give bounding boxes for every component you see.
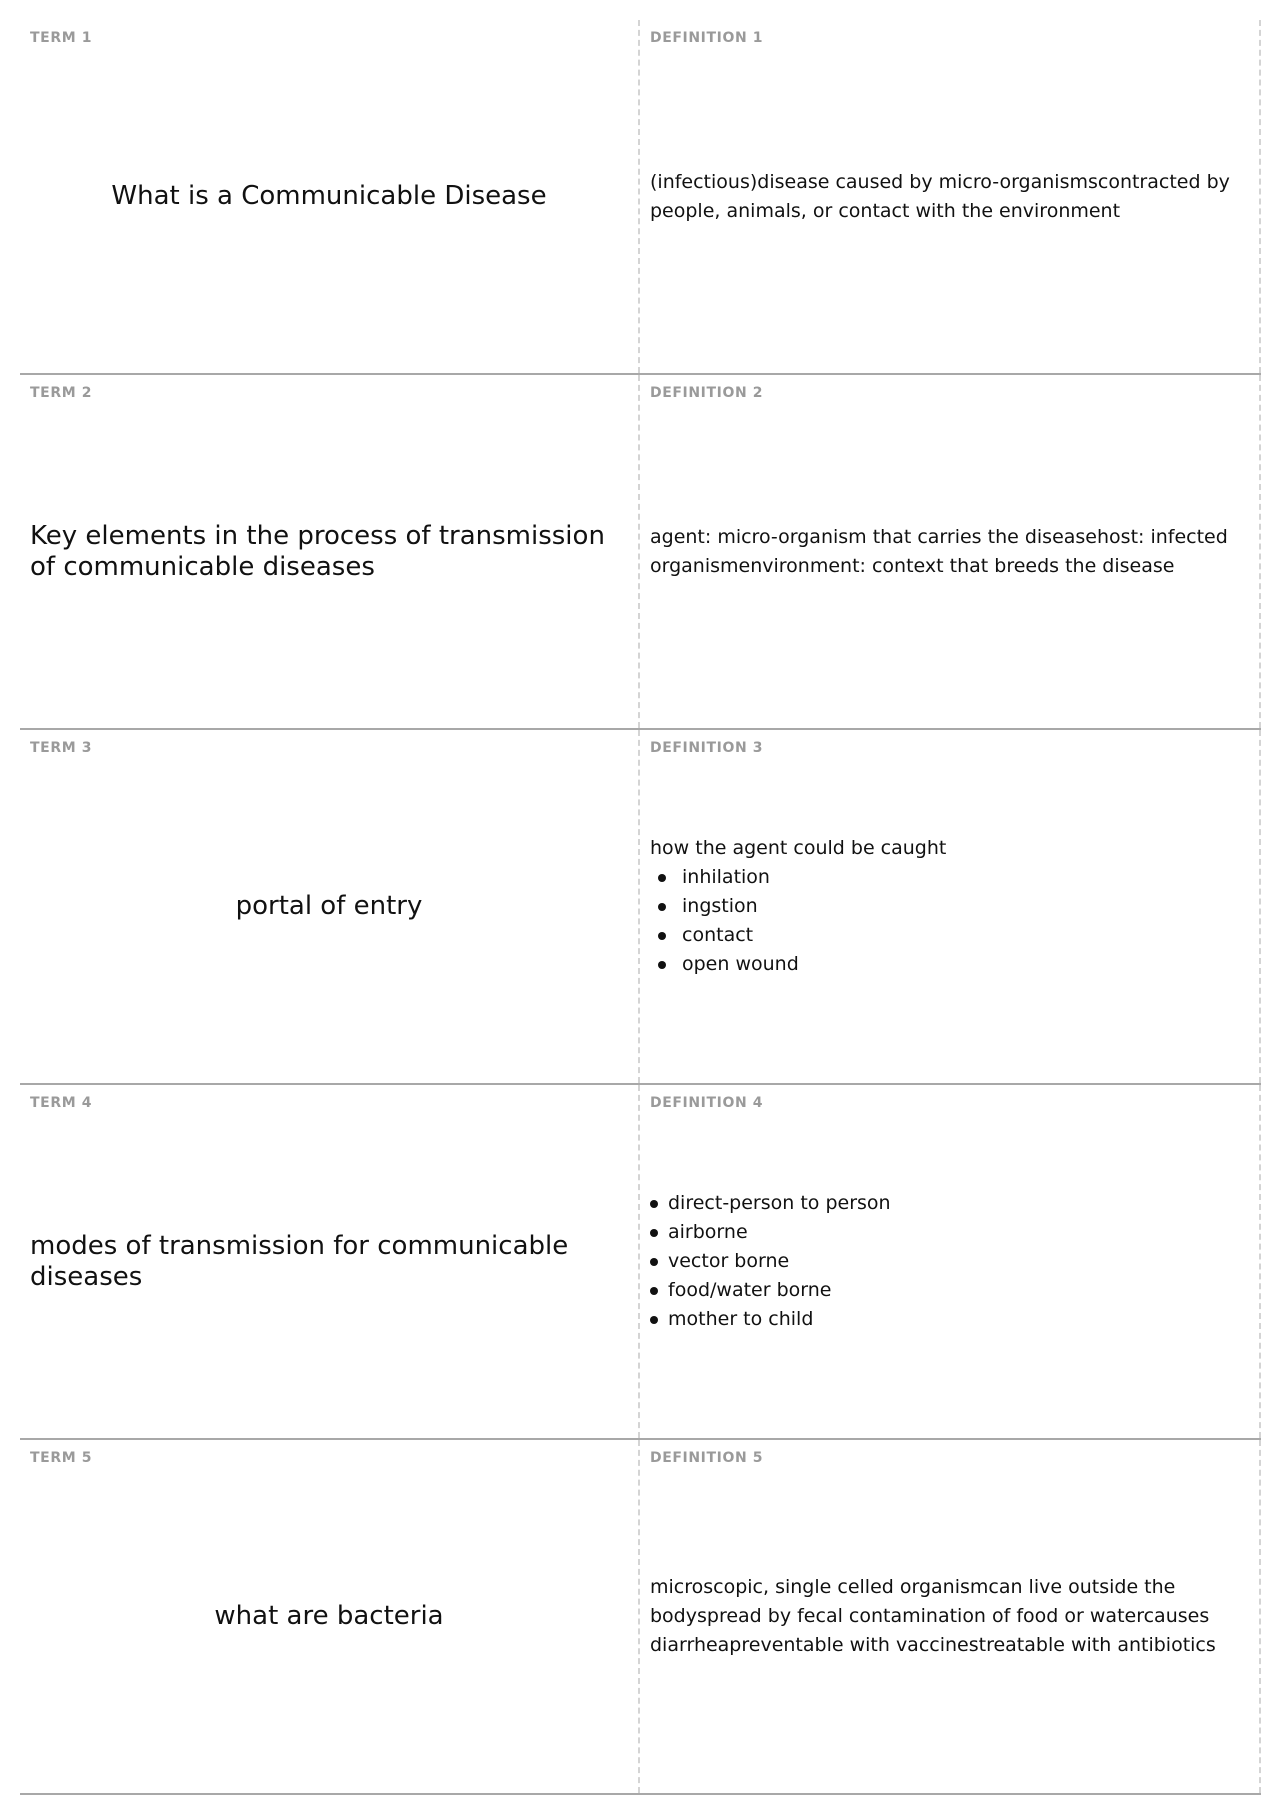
- list-item: food/water borne: [650, 1276, 1249, 1305]
- list-item: contact: [650, 921, 1249, 950]
- definition-text: (infectious)disease caused by micro-organismscontracted by people, animals, or contact with the environment: [650, 170, 1230, 222]
- flashcard-row: [20, 1440, 1261, 1795]
- definition-label: DEFINITION 4: [650, 1095, 764, 1111]
- definition-intro: how the agent could be caught: [650, 837, 947, 859]
- flashcard-row: [20, 375, 1261, 730]
- definition-cell: [640, 20, 1261, 373]
- definition-cell: [640, 1440, 1261, 1793]
- definition-content: [650, 834, 1249, 979]
- definition-text: microscopic, single celled organismcan live outside the bodyspread by fecal contamination of food or watercauses diarrheapreventable with vaccinestreatable with antibiotics: [650, 1576, 1216, 1656]
- term-label: TERM 2: [30, 385, 93, 401]
- term-text: What is a Communicable Disease: [111, 181, 547, 211]
- definition-cell: [640, 730, 1261, 1083]
- term-label: TERM 5: [30, 1450, 93, 1466]
- term-cell: [20, 375, 640, 728]
- flashcard-sheet: [20, 20, 1261, 1795]
- list-item: ingstion: [650, 892, 1249, 921]
- flashcard-row: [20, 730, 1261, 1085]
- definition-cell: [640, 1085, 1261, 1438]
- term-cell: [20, 730, 640, 1083]
- term-text: what are bacteria: [214, 1601, 444, 1631]
- list-item: mother to child: [650, 1305, 1249, 1334]
- flashcard-row: [20, 1085, 1261, 1440]
- term-label: TERM 1: [30, 30, 93, 46]
- term-text: modes of transmission for communicable diseases: [30, 1230, 569, 1292]
- definition-label: DEFINITION 5: [650, 1450, 764, 1466]
- list-item: airborne: [650, 1218, 1249, 1247]
- term-text: portal of entry: [235, 891, 423, 921]
- definition-label: DEFINITION 1: [650, 30, 764, 46]
- term-label: TERM 4: [30, 1095, 93, 1111]
- definition-content: [650, 1189, 1249, 1334]
- term-label: TERM 3: [30, 740, 93, 756]
- term-cell: [20, 1085, 640, 1438]
- list-item: open wound: [650, 950, 1249, 979]
- flashcard-row: [20, 20, 1261, 375]
- definition-text: agent: micro-organism that carries the diseasehost: infected organismenvironment: context that breeds the disease: [650, 525, 1228, 577]
- term-cell: [20, 1440, 640, 1793]
- definition-label: DEFINITION 2: [650, 385, 764, 401]
- definition-list: [650, 1189, 1249, 1334]
- definition-label: DEFINITION 3: [650, 740, 764, 756]
- list-item: direct-person to person: [650, 1189, 1249, 1218]
- term-text: Key elements in the process of transmission of communicable diseases: [30, 520, 605, 582]
- list-item: vector borne: [650, 1247, 1249, 1276]
- definition-list: [650, 863, 1249, 979]
- term-cell: [20, 20, 640, 373]
- definition-cell: [640, 375, 1261, 728]
- list-item: inhilation: [650, 863, 1249, 892]
